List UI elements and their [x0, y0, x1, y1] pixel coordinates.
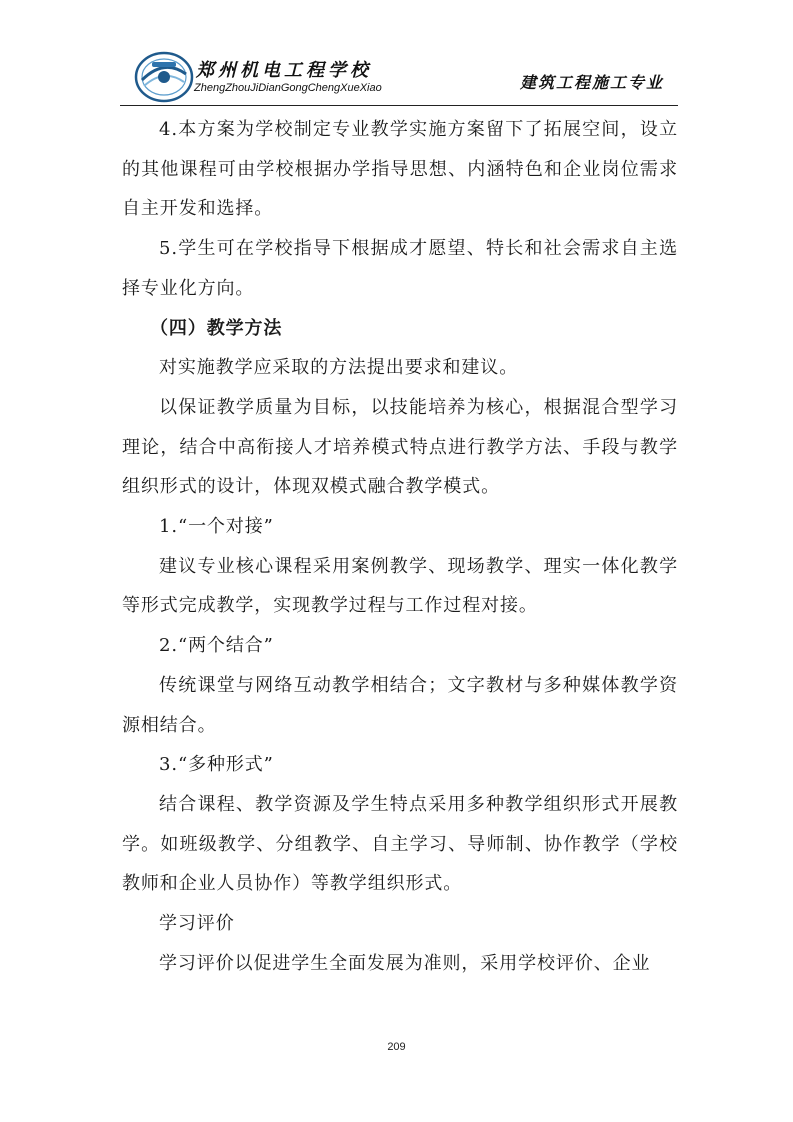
section-heading: （四）教学方法	[150, 317, 283, 339]
subheading-learning-evaluation: 学习评价	[159, 913, 235, 935]
paragraph-item-4: 4.本方案为学校制定专业教学实施方案留下了拓展空间，设立的其他课程可由学校根据办学指导思想、内涵特色和企业岗位需求自主开发和选择。	[122, 119, 678, 220]
school-emblem-icon	[134, 50, 194, 104]
paragraph-intro: 对实施教学应采取的方法提出要求和建议。	[159, 357, 519, 379]
page-header	[120, 44, 678, 106]
school-name: 郑州机电工程学校	[196, 60, 372, 81]
paragraph-learning-evaluation: 学习评价以促进学生全面发展为准则，采用学校评价、企业	[159, 952, 651, 974]
paragraph-one-docking: 建议专业核心课程采用案例教学、现场教学、理实一体化教学等形式完成教学，实现教学过程与工作过程对接。	[122, 555, 678, 617]
page-number: 209	[387, 1041, 406, 1053]
header-divider	[120, 105, 678, 106]
subheading-two-combinations: 2.“两个结合”	[159, 635, 274, 657]
school-pinyin: ZhengZhouJiDianGongChengXueXiao	[194, 82, 382, 94]
subheading-one-docking: 1.“一个对接”	[159, 516, 274, 538]
paragraph-multiple-forms: 结合课程、教学资源及学生特点采用多种教学组织形式开展教学。如班级教学、分组教学、自主学习、导师制、协作教学（学校教师和企业人员协作）等教学组织形式。	[122, 793, 678, 895]
document-body	[122, 110, 678, 983]
paragraph-item-5: 5.学生可在学校指导下根据成才愿望、特长和社会需求自主选择专业化方向。	[122, 238, 678, 299]
paragraph-goal: 以保证教学质量为目标，以技能培养为核心，根据混合型学习理论，结合中高衔接人才培养模式特点进行教学方法、手段与教学组织形式的设计，体现双模式融合教学模式。	[122, 396, 678, 498]
paragraph-two-combinations: 传统课堂与网络互动教学相结合；文字教材与多种媒体教学资源相结合。	[122, 674, 678, 736]
subheading-multiple-forms: 3.“多种形式”	[159, 754, 274, 776]
major-title: 建筑工程施工专业	[519, 73, 664, 92]
